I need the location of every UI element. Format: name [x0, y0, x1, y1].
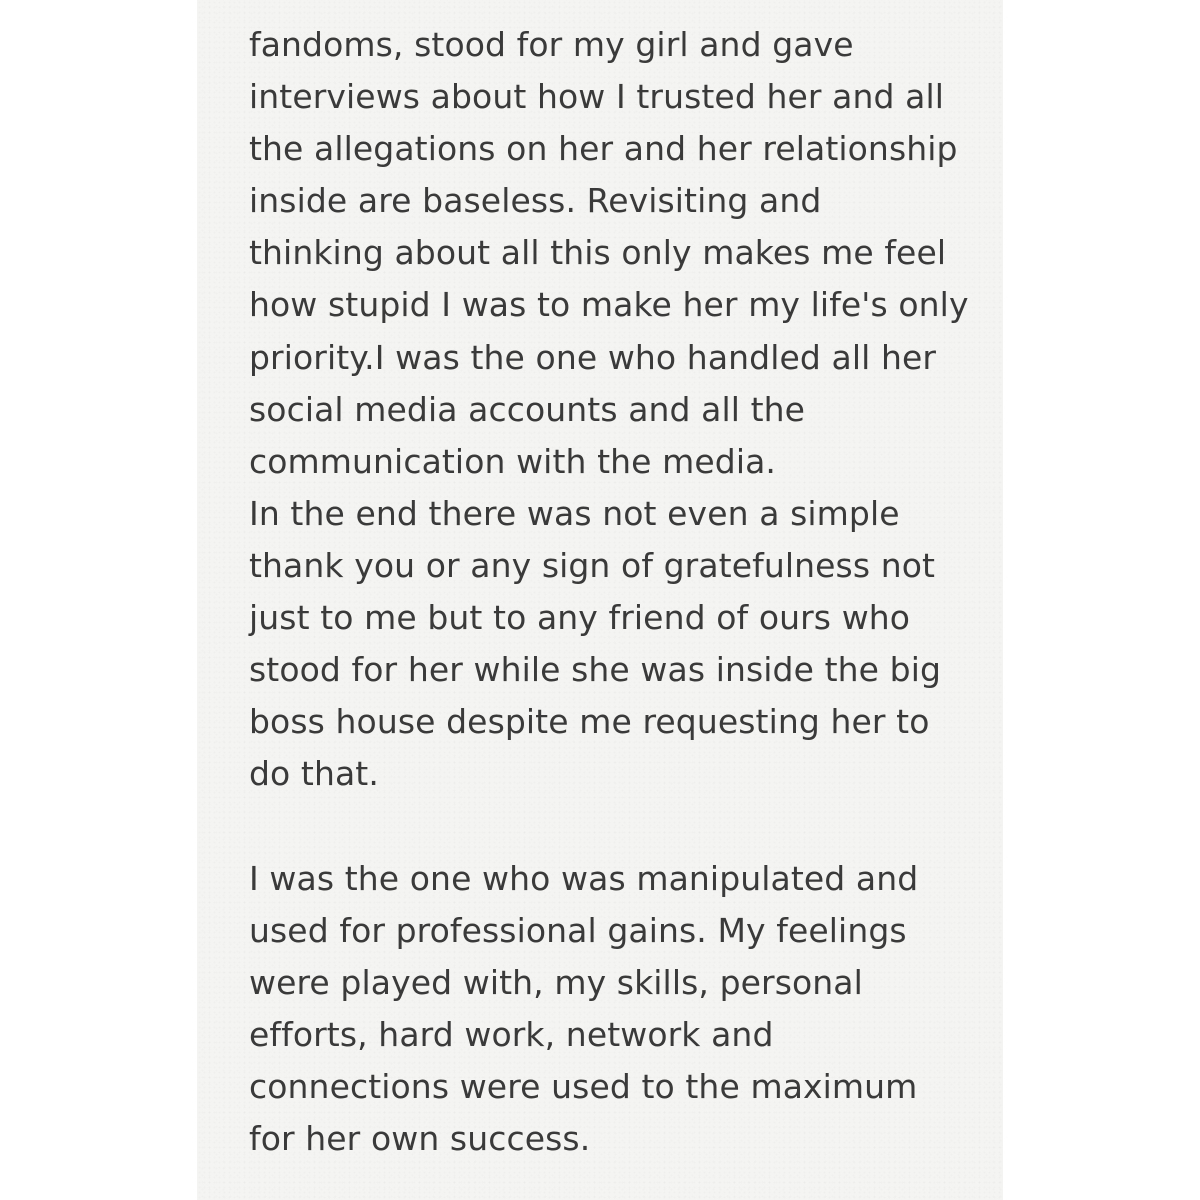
body-text: [249, 19, 989, 1165]
text-line: interviews about how I trusted her and all: [249, 77, 944, 117]
text-line: the allegations on her and her relationship: [249, 129, 958, 169]
text-line: communication with the media.: [249, 441, 777, 481]
paper-sheet: [197, 0, 1003, 1200]
text-line: inside are baseless. Revisiting and: [249, 181, 822, 221]
text-line: priority.I was the one who handled all her: [249, 337, 937, 377]
text-line: do that.: [249, 754, 379, 794]
text-line: thinking about all this only makes me feel: [249, 233, 947, 273]
text-line: connections were used to the maximum: [249, 1066, 918, 1106]
text-line: thank you or any sign of gratefulness not: [249, 545, 936, 585]
text-line: just to me but to any friend of ours who: [249, 598, 911, 638]
text-line: In the end there was not even a simple: [249, 493, 900, 533]
text-line: were played with, my skills, personal: [249, 962, 863, 1002]
text-line: stood for her while she was inside the big: [249, 650, 942, 690]
text-line: social media accounts and all the: [249, 389, 806, 429]
text-line: boss house despite me requesting her to: [249, 702, 930, 742]
text-line: fandoms, stood for my girl and gave: [249, 25, 854, 64]
text-line: [249, 800, 989, 852]
text-line: I was the one who was manipulated and: [249, 858, 919, 898]
text-line: efforts, hard work, network and: [249, 1014, 774, 1054]
text-line: for her own success.: [249, 1118, 591, 1158]
text-line: used for professional gains. My feelings: [249, 910, 907, 950]
text-line: how stupid I was to make her my life's only: [249, 285, 969, 325]
